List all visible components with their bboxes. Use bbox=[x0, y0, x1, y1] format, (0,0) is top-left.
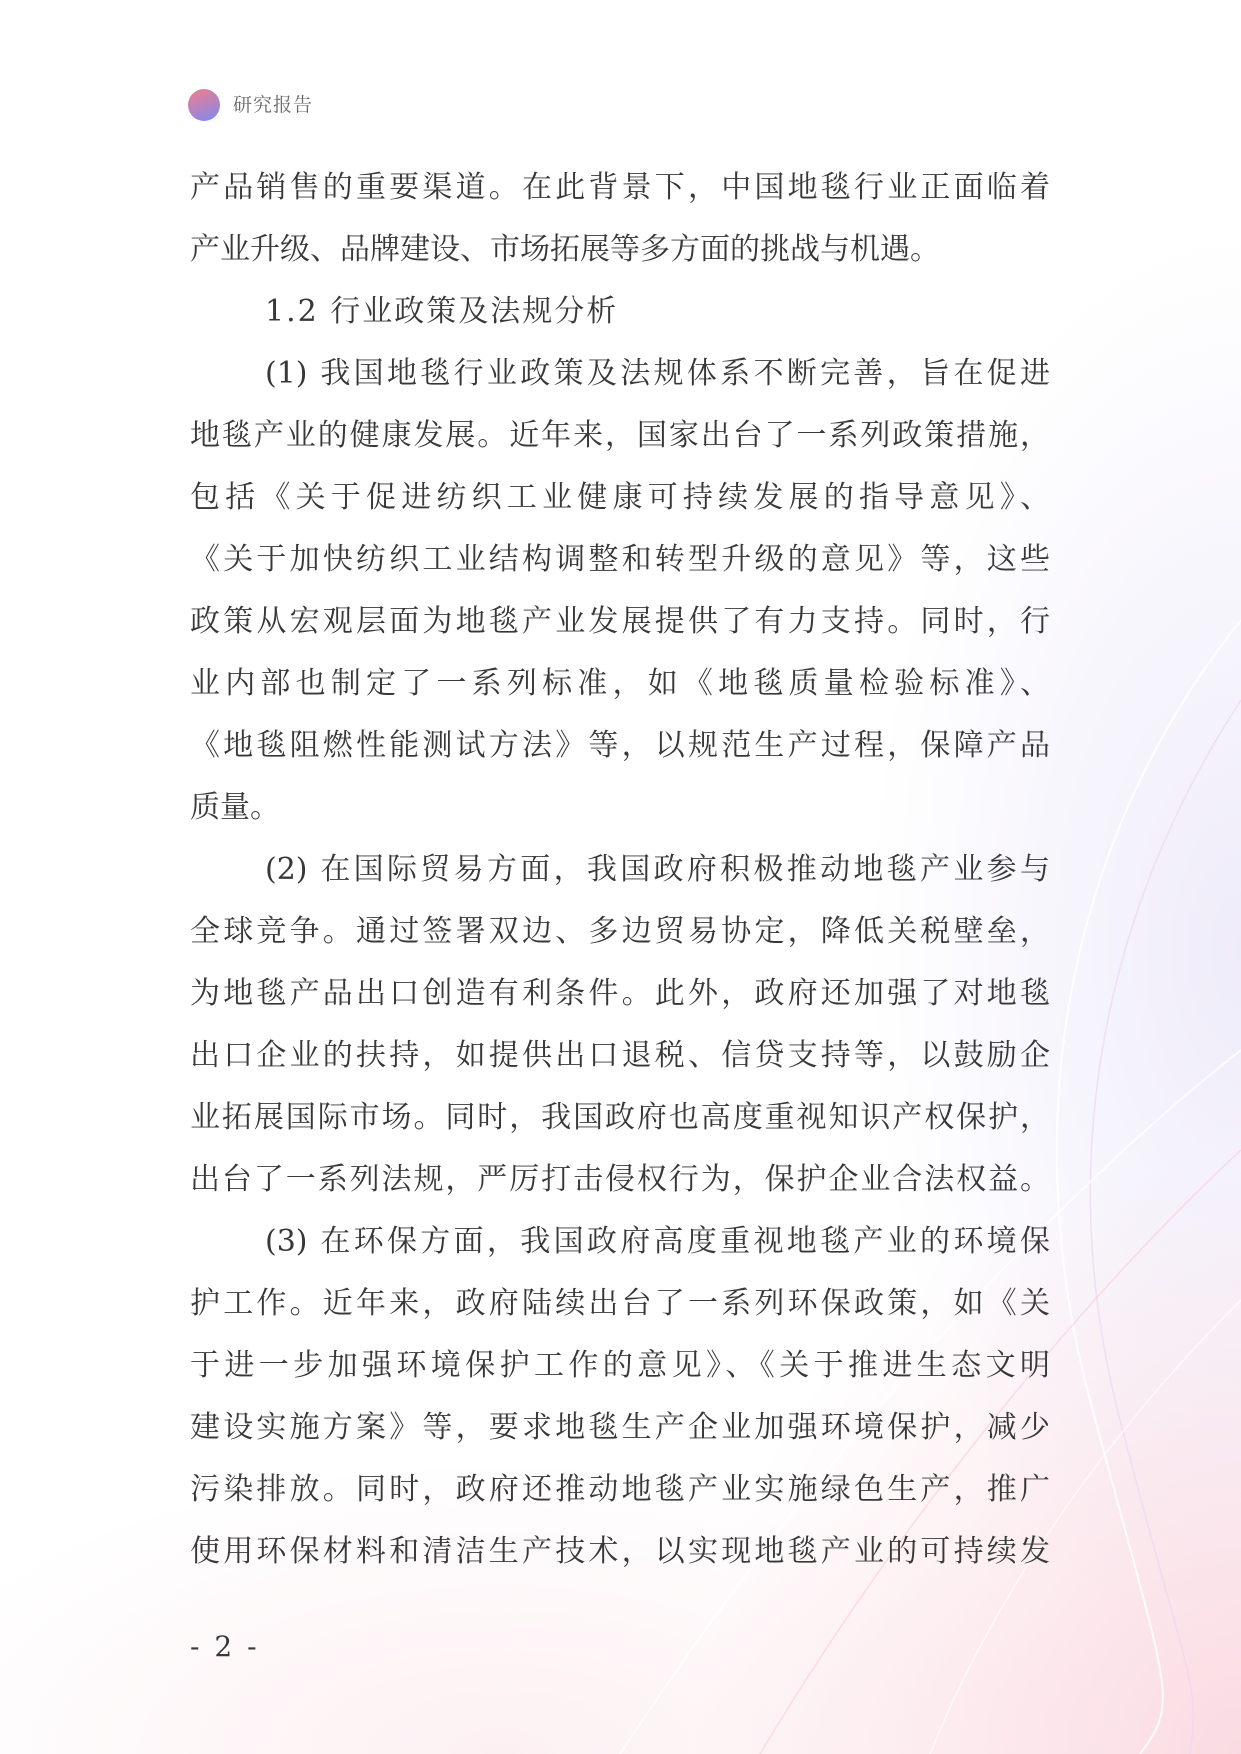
text-line: 全球竞争。通过签署双边、多边贸易协定，降低关税壁垒， bbox=[190, 914, 1050, 949]
paragraph bbox=[190, 343, 1050, 839]
text-line: 出口企业的扶持，如提供出口退税、信贷支持等，以鼓励企 bbox=[190, 1038, 1050, 1073]
logo-circle-icon bbox=[188, 89, 220, 121]
text-line: 为地毯产品出口创造有利条件。此外，政府还加强了对地毯 bbox=[190, 976, 1050, 1011]
text-line: (3) 在环保方面，我国政府高度重视地毯产业的环境保 bbox=[265, 1224, 1050, 1259]
document-body bbox=[190, 157, 1050, 1583]
text-line: 包括《关于促进纺织工业健康可持续发展的指导意见》、 bbox=[190, 480, 1050, 515]
header-label: 研究报告 bbox=[233, 94, 314, 116]
text-line: 业拓展国际市场。同时，我国政府也高度重视知识产权保护， bbox=[190, 1100, 1050, 1135]
text-line: 使用环保材料和清洁生产技术，以实现地毯产业的可持续发 bbox=[190, 1534, 1050, 1569]
text-line: 出台了一系列法规，严厉打击侵权行为，保护企业合法权益。 bbox=[190, 1162, 1050, 1197]
page-number: - 2 - bbox=[190, 1630, 260, 1663]
text-line: 政策从宏观层面为地毯产业发展提供了有力支持。同时，行 bbox=[190, 604, 1050, 639]
text-line: 于进一步加强环境保护工作的意见》、《关于推进生态文明 bbox=[190, 1348, 1050, 1383]
text-line: 护工作。近年来，政府陆续出台了一系列环保政策，如《关 bbox=[190, 1286, 1050, 1321]
text-line: 地毯产业的健康发展。近年来，国家出台了一系列政策措施， bbox=[190, 418, 1050, 453]
text-line: (1) 我国地毯行业政策及法规体系不断完善，旨在促进 bbox=[265, 356, 1050, 391]
text-line: 建设实施方案》等，要求地毯生产企业加强环境保护，减少 bbox=[190, 1410, 1050, 1445]
text-line: 污染排放。同时，政府还推动地毯产业实施绿色生产，推广 bbox=[190, 1472, 1050, 1507]
text-line: 质量。 bbox=[190, 790, 280, 825]
paragraph bbox=[190, 157, 1050, 281]
paragraph bbox=[190, 839, 1050, 1211]
section-heading: 1.2 行业政策及法规分析 bbox=[265, 294, 619, 329]
text-line: (2) 在国际贸易方面，我国政府积极推动地毯产业参与 bbox=[265, 852, 1050, 887]
text-line: 业内部也制定了一系列标准，如《地毯质量检验标准》、 bbox=[190, 666, 1050, 701]
text-line: 《关于加快纺织工业结构调整和转型升级的意见》等，这些 bbox=[190, 542, 1050, 577]
report-header bbox=[188, 89, 313, 121]
paragraph bbox=[190, 1211, 1050, 1583]
text-line: 产品销售的重要渠道。在此背景下，中国地毯行业正面临着 bbox=[190, 170, 1050, 205]
text-line: 产业升级、品牌建设、市场拓展等多方面的挑战与机遇。 bbox=[190, 232, 940, 267]
text-line: 《地毯阻燃性能测试方法》等，以规范生产过程，保障产品 bbox=[190, 728, 1050, 763]
